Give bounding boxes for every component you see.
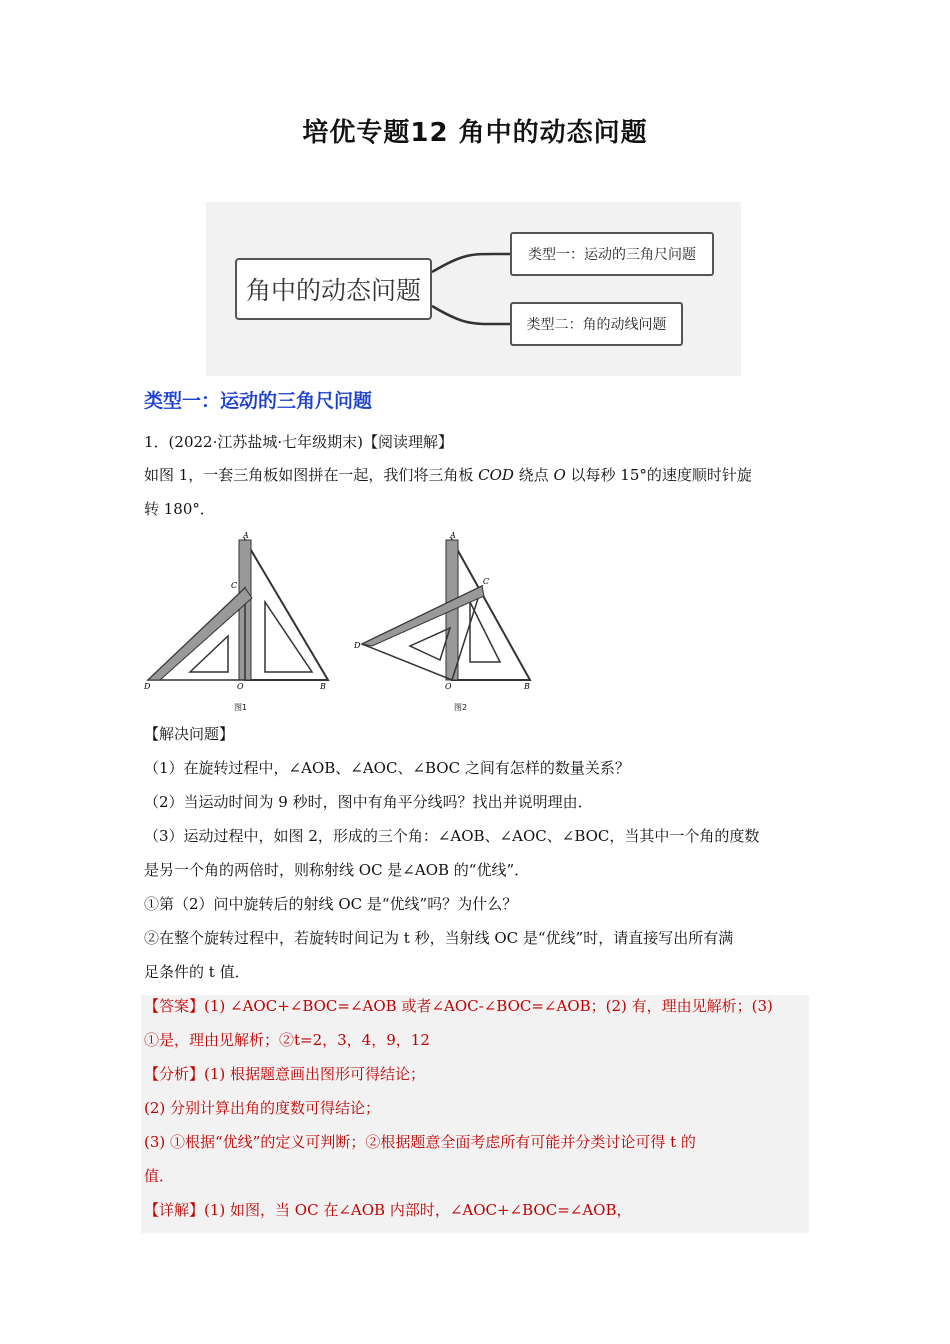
fig2-label-o: O — [445, 682, 452, 691]
problem-intro-line2: 转 180°． — [144, 500, 215, 518]
mindmap-branch-type1: 类型一：运动的三角尺问题 — [510, 232, 714, 276]
mindmap-root: 角中的动态问题 — [235, 258, 432, 320]
analysis-3-line1: (3) ①根据“优线”的定义可判断；②根据题意全面考虑所有可能并分类讨论可得 t 的 — [144, 1133, 696, 1151]
figure-2-triangles — [350, 532, 550, 692]
question-3-sub1: ①第（2）问中旋转后的射线 OC 是“优线”吗？为什么？ — [144, 895, 518, 913]
analysis-2: (2) 分别计算出角的度数可得结论； — [144, 1099, 381, 1117]
fig2-label-c: C — [483, 577, 490, 586]
figure-1-triangles — [140, 532, 340, 692]
analysis-3-line2: 值． — [144, 1167, 175, 1185]
figure-1-caption: 图1 — [234, 703, 248, 712]
question-3-line1: （3）运动过程中，如图 2，形成的三个角：∠AOB、∠AOC、∠BOC，当其中一个角的度数 — [144, 827, 760, 845]
problem-intro-line1: 如图 1，一套三角板如图拼在一起，我们将三角板 COD 绕点 O 以每秒 15°的速度顺时针旋 — [144, 466, 752, 484]
detail-1: 【详解】(1) 如图，当 OC 在∠AOB 内部时，∠AOC+∠BOC=∠AOB， — [144, 1201, 632, 1219]
question-2: （2）当运动时间为 9 秒时，图中有角平分线吗？找出并说明理由． — [144, 793, 593, 811]
answer-line2: ①是，理由见解析；②t=2，3，4，9，12 — [144, 1031, 430, 1049]
problem-source: 1．(2022·江苏盐城·七年级期末)【阅读理解】 — [144, 433, 453, 451]
question-3-line2: 是另一个角的两倍时，则称射线 OC 是∠AOB 的“优线”． — [144, 861, 530, 879]
question-3-sub2-line1: ②在整个旋转过程中，若旋转时间记为 t 秒，当射线 OC 是“优线”时，请直接写出所有满 — [144, 929, 734, 947]
analysis-1: 【分析】(1) 根据题意画出图形可得结论； — [144, 1065, 426, 1083]
fig1-label-b: B — [320, 682, 326, 691]
question-1: （1）在旋转过程中，∠AOB、∠AOC、∠BOC 之间有怎样的数量关系？ — [144, 759, 630, 777]
fig1-label-o: O — [237, 682, 244, 691]
mindmap-diagram — [206, 202, 741, 376]
fig2-label-a: A — [450, 532, 456, 540]
answer-line1: 【答案】(1) ∠AOC+∠BOC=∠AOB 或者∠AOC-∠BOC=∠AOB；(2) 有，理由见解析；(3) — [144, 997, 773, 1015]
section-heading-type1: 类型一：运动的三角尺问题 — [144, 390, 373, 412]
fig2-label-d: D — [354, 641, 361, 650]
page-title: 培优专题12 角中的动态问题 — [302, 118, 648, 148]
mindmap-branch-type2: 类型二：角的动线问题 — [510, 302, 683, 346]
figure-2-caption: 图2 — [454, 703, 468, 712]
fig1-label-a: A — [243, 532, 249, 540]
fig2-label-b: B — [524, 682, 530, 691]
fig1-label-c: C — [231, 581, 238, 590]
solve-heading: 【解决问题】 — [144, 725, 235, 743]
fig1-label-d: D — [144, 682, 151, 691]
question-3-sub2-line2: 足条件的 t 值． — [144, 963, 250, 981]
